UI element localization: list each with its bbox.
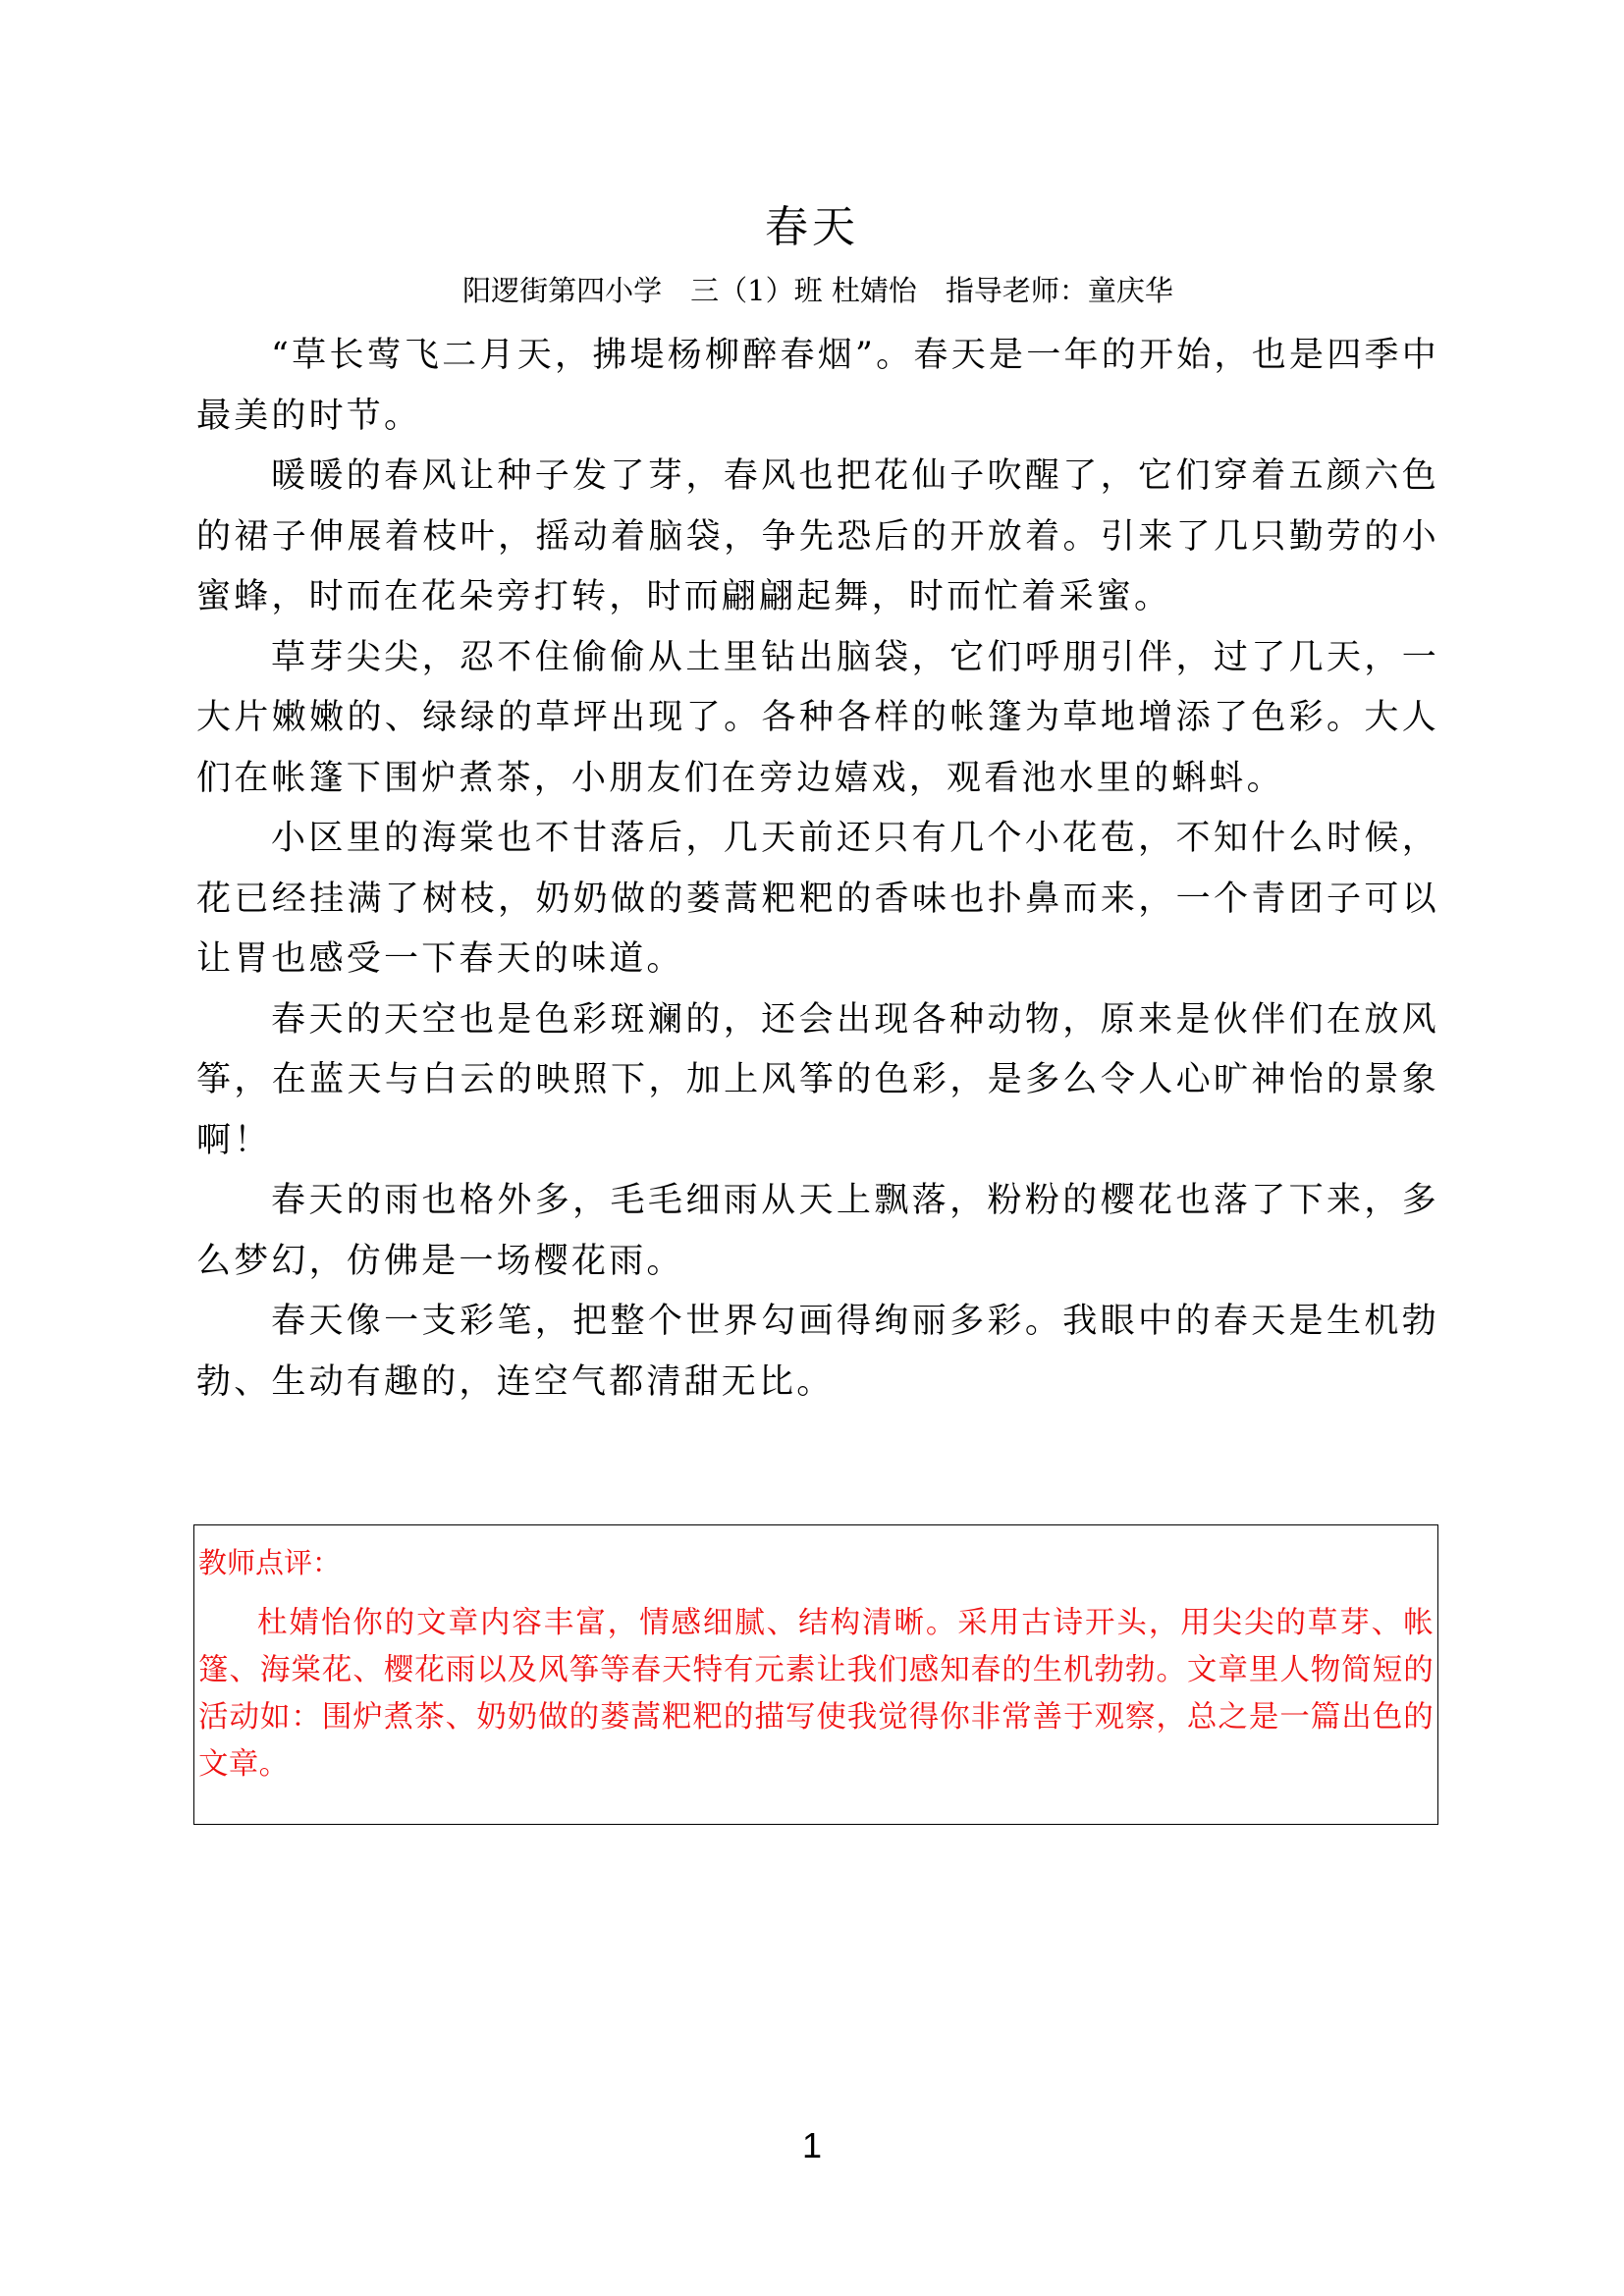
page-number: 1 — [801, 2125, 823, 2165]
teacher-comment-text: 杜婧怡你的文章内容丰富，情感细腻、结构清晰。采用古诗开头，用尖尖的草芽、帐篷、海棠花、樱花雨以及风筝等春天特有元素让我们感知春的生机勃勃。文章里人物简短的活动如：围炉煮茶、奶奶做的蒌蒿粑粑的描写使我觉得你非常善于观察，总之是一篇出色的文章。 — [198, 1606, 1434, 1782]
essay-body — [196, 326, 1439, 1413]
author-byline: 阳逻街第四小学 三（1）班 杜婧怡 指导老师：童庆华 — [462, 274, 1173, 307]
essay-paragraph-6: 春天的雨也格外多，毛毛细雨从天上飘落，粉粉的樱花也落了下来，多么梦幻，仿佛是一场樱花雨。 — [196, 1181, 1439, 1281]
teacher-comment-box — [193, 1524, 1438, 1825]
teacher-comment-label: 教师点评： — [198, 1546, 342, 1579]
essay-paragraph-7: 春天像一支彩笔，把整个世界勾画得绚丽多彩。我眼中的春天是生机勃勃、生动有趣的，连空气都清甜无比。 — [196, 1302, 1439, 1402]
essay-paragraph-4: 小区里的海棠也不甘落后，几天前还只有几个小花苞，不知什么时候，花已经挂满了树枝，奶奶做的蒌蒿粑粑的香味也扑鼻而来，一个青团子可以让胃也感受一下春天的味道。 — [196, 819, 1439, 979]
essay-paragraph-2: 暖暖的春风让种子发了芽，春风也把花仙子吹醒了，它们穿着五颜六色的裙子伸展着枝叶，摇动着脑袋，争先恐后的开放着。引来了几只勤劳的小蜜蜂，时而在花朵旁打转，时而翩翩起舞，时而忙着采蜜。 — [196, 456, 1439, 616]
essay-paragraph-1: “草长莺飞二月天，拂堤杨柳醉春烟”。春天是一年的开始，也是四季中最美的时节。 — [196, 336, 1439, 436]
essay-paragraph-5: 春天的天空也是色彩斑斓的，还会出现各种动物，原来是伙伴们在放风筝，在蓝天与白云的映照下，加上风筝的色彩，是多么令人心旷神怡的景象啊！ — [196, 999, 1439, 1160]
essay-paragraph-3: 草芽尖尖，忍不住偷偷从土里钻出脑袋，它们呼朋引伴，过了几天，一大片嫩嫩的、绿绿的草坪出现了。各种各样的帐篷为草地增添了色彩。大人们在帐篷下围炉煮茶，小朋友们在旁边嬉戏，观看池水里的蝌蚪。 — [196, 637, 1439, 798]
essay-title: 春天 — [765, 202, 859, 252]
